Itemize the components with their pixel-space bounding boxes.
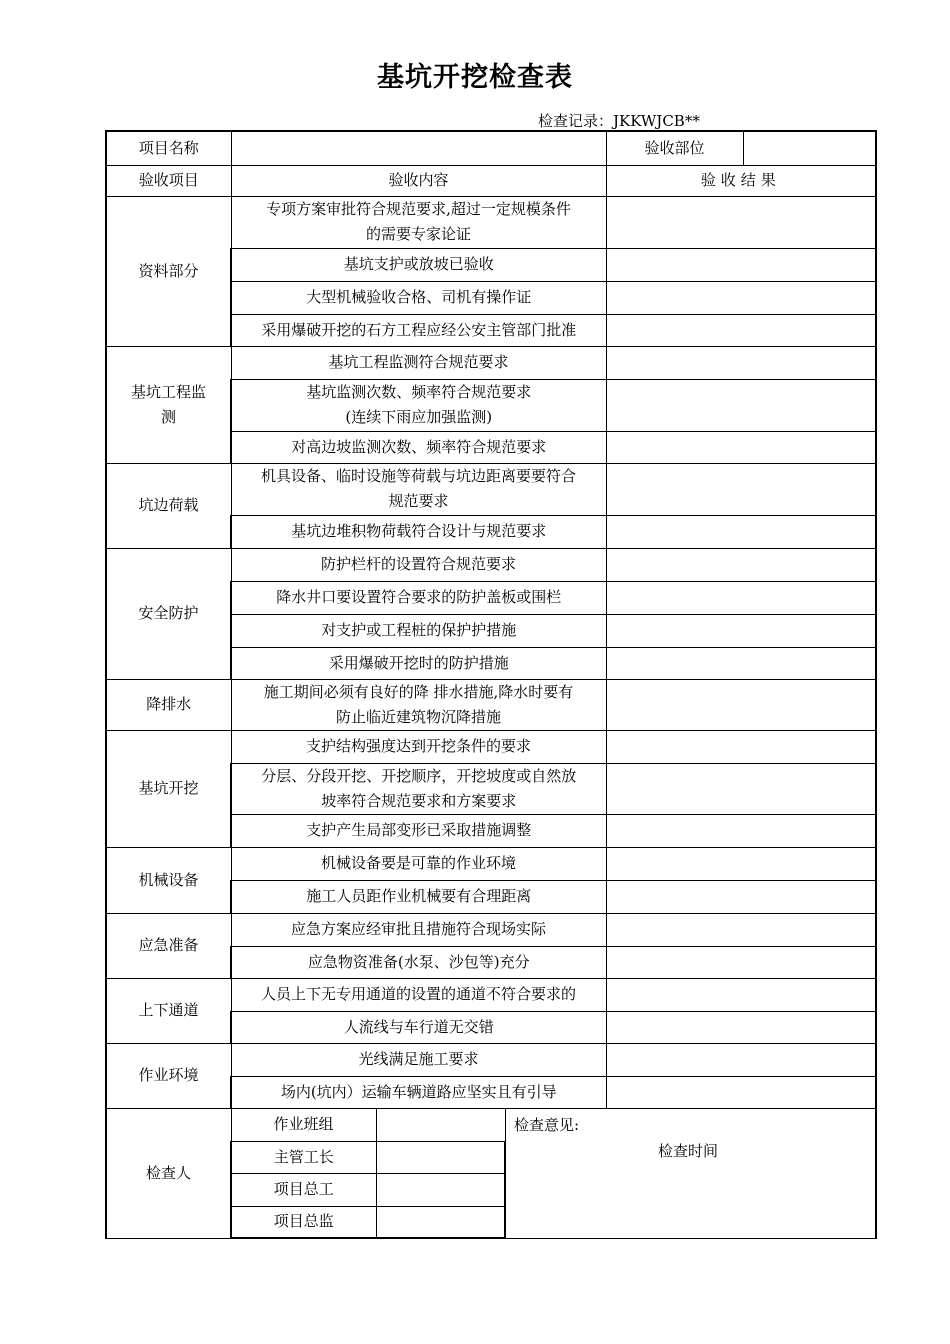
check-content-line: 规范要求 xyxy=(388,492,449,510)
section-name xyxy=(106,346,231,463)
inspector-role: 项目总工 xyxy=(231,1173,376,1206)
table-row xyxy=(106,730,876,763)
section-name xyxy=(106,913,231,978)
check-content-line: 防护栏杆的设置符合规范要求 xyxy=(321,555,517,573)
check-content xyxy=(231,946,606,978)
check-content xyxy=(231,614,606,647)
check-content xyxy=(231,248,606,281)
table-row xyxy=(106,978,876,1011)
result-field[interactable] xyxy=(606,379,876,431)
inspector-role: 作业班组 xyxy=(231,1108,376,1141)
check-content-line: 防止临近建筑物沉降措施 xyxy=(336,707,502,726)
check-content xyxy=(231,314,606,346)
inspector-signature-field[interactable] xyxy=(376,1108,505,1141)
check-content-line: 机械设备要是可靠的作业环境 xyxy=(321,854,517,872)
result-field[interactable] xyxy=(606,463,876,515)
check-content-line: 支护结构强度达到开挖条件的要求 xyxy=(306,737,532,755)
result-field[interactable] xyxy=(606,847,876,880)
result-field[interactable] xyxy=(606,880,876,913)
result-field[interactable] xyxy=(606,814,876,847)
section-name xyxy=(106,978,231,1043)
result-field[interactable] xyxy=(606,1011,876,1043)
check-content xyxy=(231,379,606,431)
result-field[interactable] xyxy=(606,730,876,763)
section-name-line: 应急准备 xyxy=(138,936,199,954)
acceptance-part-label: 验收部位 xyxy=(606,131,743,165)
result-field[interactable] xyxy=(606,1076,876,1108)
result-field[interactable] xyxy=(606,1043,876,1076)
inspector-role: 主管工长 xyxy=(231,1141,376,1173)
check-content xyxy=(231,679,606,730)
section-name-line: 作业环境 xyxy=(138,1066,199,1084)
col-content-header: 验收内容 xyxy=(231,165,606,196)
check-content-line: 分层、分段开挖、开挖顺序，开挖坡度或自然放 xyxy=(261,766,577,785)
section-name xyxy=(106,679,231,730)
project-name-label: 项目名称 xyxy=(106,131,231,165)
result-field[interactable] xyxy=(606,763,876,814)
check-content-line: 基坑支护或放坡已验收 xyxy=(343,255,494,273)
result-field[interactable] xyxy=(606,346,876,379)
section-name-line: 上下通道 xyxy=(138,1001,199,1019)
check-content xyxy=(231,581,606,614)
table-row xyxy=(106,346,876,379)
check-content xyxy=(231,1076,606,1108)
table-row xyxy=(106,196,876,248)
table-row xyxy=(106,913,876,946)
check-content-line: 大型机械验收合格、司机有操作证 xyxy=(306,288,532,306)
inspector-role: 项目总监 xyxy=(231,1206,376,1238)
opinion-label: 检查意见: xyxy=(514,1115,580,1134)
result-field[interactable] xyxy=(606,515,876,548)
check-content-line: 人员上下无专用通道的设置的通道不符合要求的 xyxy=(261,985,577,1003)
check-content-line: 人流线与车行道无交错 xyxy=(343,1017,494,1036)
check-content-line: 光线满足施工要求 xyxy=(358,1050,479,1068)
section-name-line: 降排水 xyxy=(146,695,192,713)
check-content xyxy=(231,431,606,463)
page-title: 基坑开挖检查表 xyxy=(377,62,573,93)
result-field[interactable] xyxy=(606,581,876,614)
result-field[interactable] xyxy=(606,314,876,346)
col-item-header: 验收项目 xyxy=(106,165,231,196)
check-content-line: 场内(坑内）运输车辆道路应坚实且有引导 xyxy=(280,1082,557,1101)
col-result-header: 验收结果 xyxy=(606,165,876,196)
project-name-field[interactable] xyxy=(231,131,606,165)
record-number: 检查记录：JKKWJCB** xyxy=(538,112,700,130)
check-content-line: 施工人员距作业机械要有合理距离 xyxy=(306,887,532,905)
section-name-line: 机械设备 xyxy=(138,870,199,889)
inspection-opinion-field[interactable] xyxy=(505,1108,876,1238)
section-name-line: 基坑工程监 xyxy=(130,382,206,401)
table-row xyxy=(106,463,876,515)
check-content-line: 坡率符合规范要求和方案要求 xyxy=(321,791,517,810)
section-name xyxy=(106,847,231,913)
check-content-line: 的需要专家论证 xyxy=(366,225,472,243)
section-name-line: 安全防护 xyxy=(138,604,199,622)
result-field[interactable] xyxy=(606,913,876,946)
check-content-line: 采用爆破开挖时的防护措施 xyxy=(328,653,509,672)
check-content xyxy=(231,346,606,379)
inspection-time-label: 检查时间 xyxy=(658,1141,719,1160)
result-field[interactable] xyxy=(606,978,876,1011)
result-field[interactable] xyxy=(606,196,876,248)
section-name-line: 基坑开挖 xyxy=(138,779,199,797)
check-content-line: 采用爆破开挖的石方工程应经公安主管部门批准 xyxy=(261,320,577,339)
check-content-line: 应急物资准备(水泵、沙包等)充分 xyxy=(307,952,530,971)
inspector-row xyxy=(106,1108,876,1141)
check-content-line: 基坑监测次数、频率符合规范要求 xyxy=(306,383,532,401)
check-content-line: 基坑边堆积物荷载符合设计与规范要求 xyxy=(291,522,547,540)
check-content xyxy=(231,730,606,763)
check-content xyxy=(231,463,606,515)
table-row xyxy=(106,1043,876,1076)
inspector-label: 检查人 xyxy=(106,1108,231,1238)
check-content xyxy=(231,196,606,248)
check-content xyxy=(231,814,606,847)
section-name xyxy=(106,1043,231,1108)
table-row xyxy=(106,548,876,581)
check-content xyxy=(231,763,606,814)
check-content xyxy=(231,978,606,1011)
result-field[interactable] xyxy=(606,281,876,314)
check-content xyxy=(231,647,606,679)
section-name xyxy=(106,196,231,346)
section-name xyxy=(106,463,231,548)
check-content-line: 对支护或工程桩的保护护措施 xyxy=(321,621,517,639)
check-content xyxy=(231,1011,606,1043)
result-field[interactable] xyxy=(606,647,876,679)
inspector-signature-field[interactable] xyxy=(376,1206,505,1238)
result-field[interactable] xyxy=(606,248,876,281)
inspection-table xyxy=(105,130,877,1239)
check-content-line: 支护产生局部变形已采取措施调整 xyxy=(306,821,532,839)
check-content xyxy=(231,515,606,548)
inspector-signature-field[interactable] xyxy=(376,1173,505,1206)
result-field[interactable] xyxy=(606,548,876,581)
table-row xyxy=(106,679,876,730)
check-content-line: 施工期间必须有良好的降 排水措施,降水时要有 xyxy=(263,682,574,701)
result-field[interactable] xyxy=(606,614,876,647)
result-field[interactable] xyxy=(606,431,876,463)
section-name xyxy=(106,730,231,847)
check-content xyxy=(231,281,606,314)
section-name-line: 坑边荷载 xyxy=(138,496,199,514)
result-field[interactable] xyxy=(606,946,876,978)
check-content-line: 应急方案应经审批且措施符合现场实际 xyxy=(291,920,547,938)
check-content-line: 专项方案审批符合规范要求,超过一定规模条件 xyxy=(266,200,571,218)
inspector-signature-field[interactable] xyxy=(376,1141,505,1173)
acceptance-part-field[interactable] xyxy=(743,131,876,165)
check-content-line: (连续下雨应加强监测) xyxy=(345,408,493,426)
check-content xyxy=(231,548,606,581)
result-field[interactable] xyxy=(606,679,876,730)
check-content-line: 降水井口要设置符合要求的防护盖板或围栏 xyxy=(276,588,562,606)
check-content-line: 基坑工程监测符合规范要求 xyxy=(328,353,509,371)
section-name xyxy=(106,548,231,679)
check-content-line: 对高边坡监测次数、频率符合规范要求 xyxy=(291,437,547,456)
check-content xyxy=(231,847,606,880)
section-name-line: 测 xyxy=(160,407,176,426)
table-row xyxy=(106,847,876,880)
check-content xyxy=(231,913,606,946)
check-content xyxy=(231,1043,606,1076)
section-name-line: 资料部分 xyxy=(138,261,199,280)
check-content xyxy=(231,880,606,913)
check-content-line: 机具设备、临时设施等荷载与坑边距离要要符合 xyxy=(261,467,577,485)
